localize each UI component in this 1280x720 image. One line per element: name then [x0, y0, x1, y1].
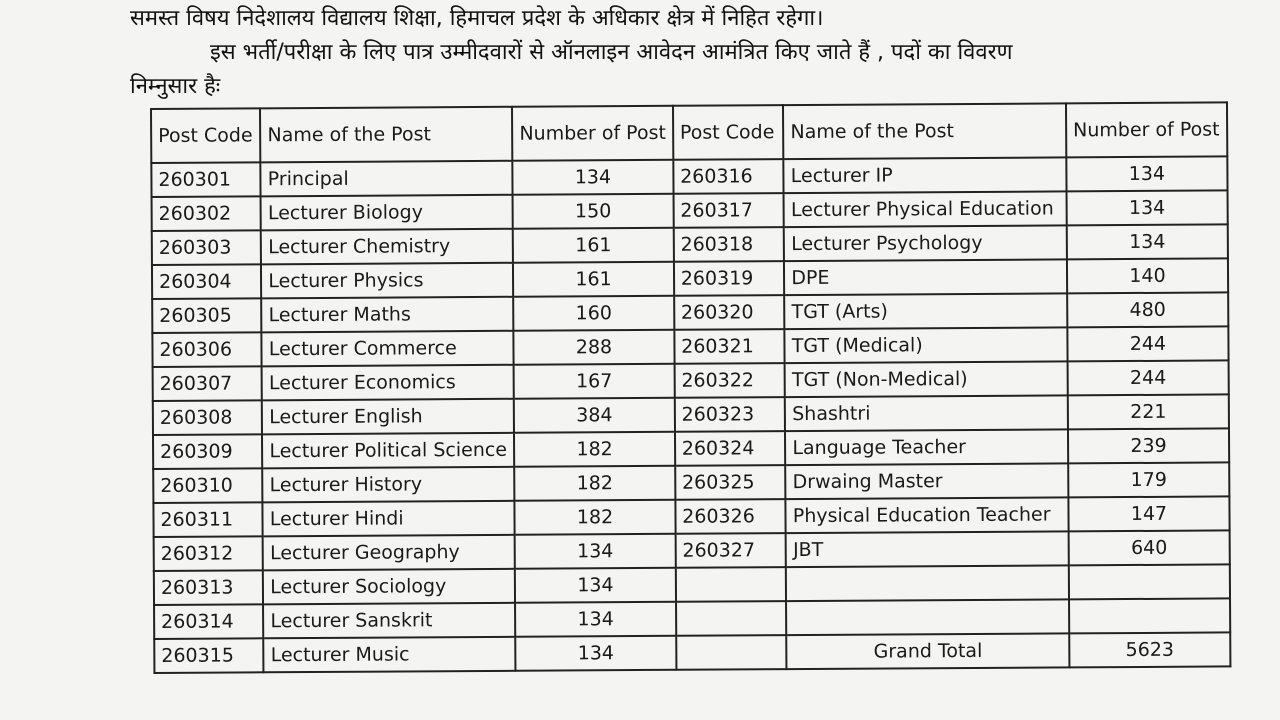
- post-count-cell: 182: [515, 500, 676, 535]
- post-count-cell: 150: [513, 194, 674, 229]
- post-name-cell: Lecturer Geography: [263, 535, 515, 571]
- post-count-cell: 288: [514, 330, 675, 365]
- post-code-cell: 260320: [674, 295, 785, 330]
- post-name-cell: Lecturer Maths: [261, 297, 513, 333]
- post-code-cell: 260314: [154, 604, 264, 639]
- post-name-cell: Lecturer IP: [784, 157, 1067, 193]
- post-name-cell: Principal: [261, 161, 513, 197]
- post-name-cell: Lecturer Sociology: [263, 569, 515, 605]
- post-count-cell: 134: [515, 534, 676, 569]
- post-name-cell: Lecturer English: [262, 399, 514, 435]
- post-name-cell: TGT (Arts): [784, 293, 1067, 329]
- post-code-cell: 260302: [152, 196, 262, 231]
- post-code-cell: [676, 601, 787, 636]
- post-count-cell: 384: [514, 398, 675, 433]
- post-code-cell: 260307: [153, 366, 263, 401]
- post-code-cell: 260317: [673, 193, 784, 228]
- header-post-name-1: Name of the Post: [260, 107, 512, 163]
- post-count-cell: 134: [1066, 156, 1227, 191]
- post-count-cell: 182: [514, 432, 675, 467]
- post-name-cell: Lecturer Hindi: [263, 501, 515, 537]
- header-post-code-2: Post Code: [673, 105, 784, 160]
- post-count-cell: 244: [1068, 360, 1229, 395]
- post-name-cell: DPE: [784, 259, 1067, 295]
- post-name-cell: Lecturer Biology: [261, 195, 513, 231]
- post-name-cell: Lecturer Chemistry: [261, 229, 513, 265]
- post-code-cell: 260310: [153, 468, 263, 503]
- post-code-cell: 260312: [154, 536, 264, 571]
- post-name-cell: Shashtri: [785, 395, 1068, 431]
- post-count-cell: 5623: [1069, 632, 1230, 667]
- post-count-cell: 134: [1067, 224, 1228, 259]
- post-code-cell: 260323: [675, 397, 786, 432]
- intro-line-3: निम्नुसार हैः: [130, 74, 221, 99]
- post-count-cell: 239: [1068, 428, 1229, 463]
- post-code-cell: 260324: [675, 431, 786, 466]
- post-code-cell: 260321: [674, 329, 785, 364]
- post-name-cell: [786, 599, 1069, 635]
- post-name-cell: TGT (Medical): [785, 327, 1068, 363]
- post-name-cell: TGT (Non-Medical): [785, 361, 1068, 397]
- posts-table: [150, 101, 1231, 674]
- post-count-cell: 640: [1069, 530, 1230, 565]
- post-name-cell: Lecturer Economics: [262, 365, 514, 401]
- post-code-cell: 260318: [673, 227, 784, 262]
- post-count-cell: 182: [514, 466, 675, 501]
- post-count-cell: 221: [1068, 394, 1229, 429]
- post-name-cell: [786, 565, 1069, 601]
- post-code-cell: [676, 635, 787, 670]
- header-post-code-1: Post Code: [151, 108, 261, 163]
- post-code-cell: 260304: [152, 264, 262, 299]
- post-count-cell: [1069, 564, 1230, 599]
- post-count-cell: 244: [1067, 326, 1228, 361]
- post-code-cell: 260309: [153, 434, 263, 469]
- post-code-cell: 260308: [153, 400, 263, 435]
- post-count-cell: 134: [513, 160, 674, 195]
- post-name-cell: Lecturer Physical Education: [784, 191, 1067, 227]
- post-name-cell: Lecturer Political Science: [262, 433, 514, 469]
- post-code-cell: 260311: [153, 502, 263, 537]
- post-count-cell: 134: [515, 602, 676, 637]
- post-count-cell: 134: [516, 636, 677, 671]
- intro-line-2: इस भर्ती/परीक्षा के लिए पात्र उम्मीदवारों से ऑनलाइन आवेदन आमंत्रित किए जाते हैं , पदों का विवरण: [210, 40, 1013, 65]
- post-name-cell: Lecturer Sanskrit: [263, 603, 515, 639]
- header-post-name-2: Name of the Post: [783, 103, 1066, 159]
- post-name-cell: Drwaing Master: [786, 463, 1069, 499]
- post-code-cell: 260327: [675, 533, 786, 568]
- header-post-count-2: Number of Post: [1066, 102, 1227, 157]
- post-name-cell: JBT: [786, 531, 1069, 567]
- post-count-cell: 167: [514, 364, 675, 399]
- post-code-cell: 260303: [152, 230, 262, 265]
- post-code-cell: 260306: [152, 332, 262, 367]
- post-name-cell: Physical Education Teacher: [786, 497, 1069, 533]
- post-code-cell: [676, 567, 787, 602]
- post-code-cell: 260325: [675, 465, 786, 500]
- post-count-cell: 160: [513, 296, 674, 331]
- post-code-cell: 260316: [673, 159, 784, 194]
- post-code-cell: 260305: [152, 298, 262, 333]
- header-post-count-1: Number of Post: [512, 106, 673, 161]
- post-name-cell: Lecturer Commerce: [262, 331, 514, 367]
- post-name-cell: Lecturer Psychology: [784, 225, 1067, 261]
- table-row: [154, 632, 1230, 673]
- post-name-cell: Lecturer Physics: [261, 263, 513, 299]
- post-count-cell: 147: [1068, 496, 1229, 531]
- post-code-cell: 260322: [674, 363, 785, 398]
- post-code-cell: 260301: [151, 162, 261, 197]
- post-count-cell: 161: [513, 262, 674, 297]
- table-header-row: [151, 102, 1227, 163]
- post-name-cell: Lecturer Music: [264, 637, 516, 673]
- post-count-cell: 140: [1067, 258, 1228, 293]
- post-name-cell: Language Teacher: [785, 429, 1068, 465]
- post-name-cell: Lecturer History: [263, 467, 515, 503]
- intro-line-1: समस्त विषय निदेशालय विद्यालय शिक्षा, हिमाचल प्रदेश के अधिकार क्षेत्र में निहित रहेगा।: [130, 6, 824, 31]
- post-count-cell: 134: [1066, 190, 1227, 225]
- post-count-cell: 161: [513, 228, 674, 263]
- post-count-cell: 179: [1068, 462, 1229, 497]
- grand-total-label: Grand Total: [787, 633, 1070, 669]
- post-code-cell: 260326: [675, 499, 786, 534]
- post-count-cell: 480: [1067, 292, 1228, 327]
- post-count-cell: 134: [515, 568, 676, 603]
- post-code-cell: 260319: [674, 261, 785, 296]
- post-code-cell: 260315: [154, 638, 264, 673]
- post-code-cell: 260313: [154, 570, 264, 605]
- post-count-cell: [1069, 598, 1230, 633]
